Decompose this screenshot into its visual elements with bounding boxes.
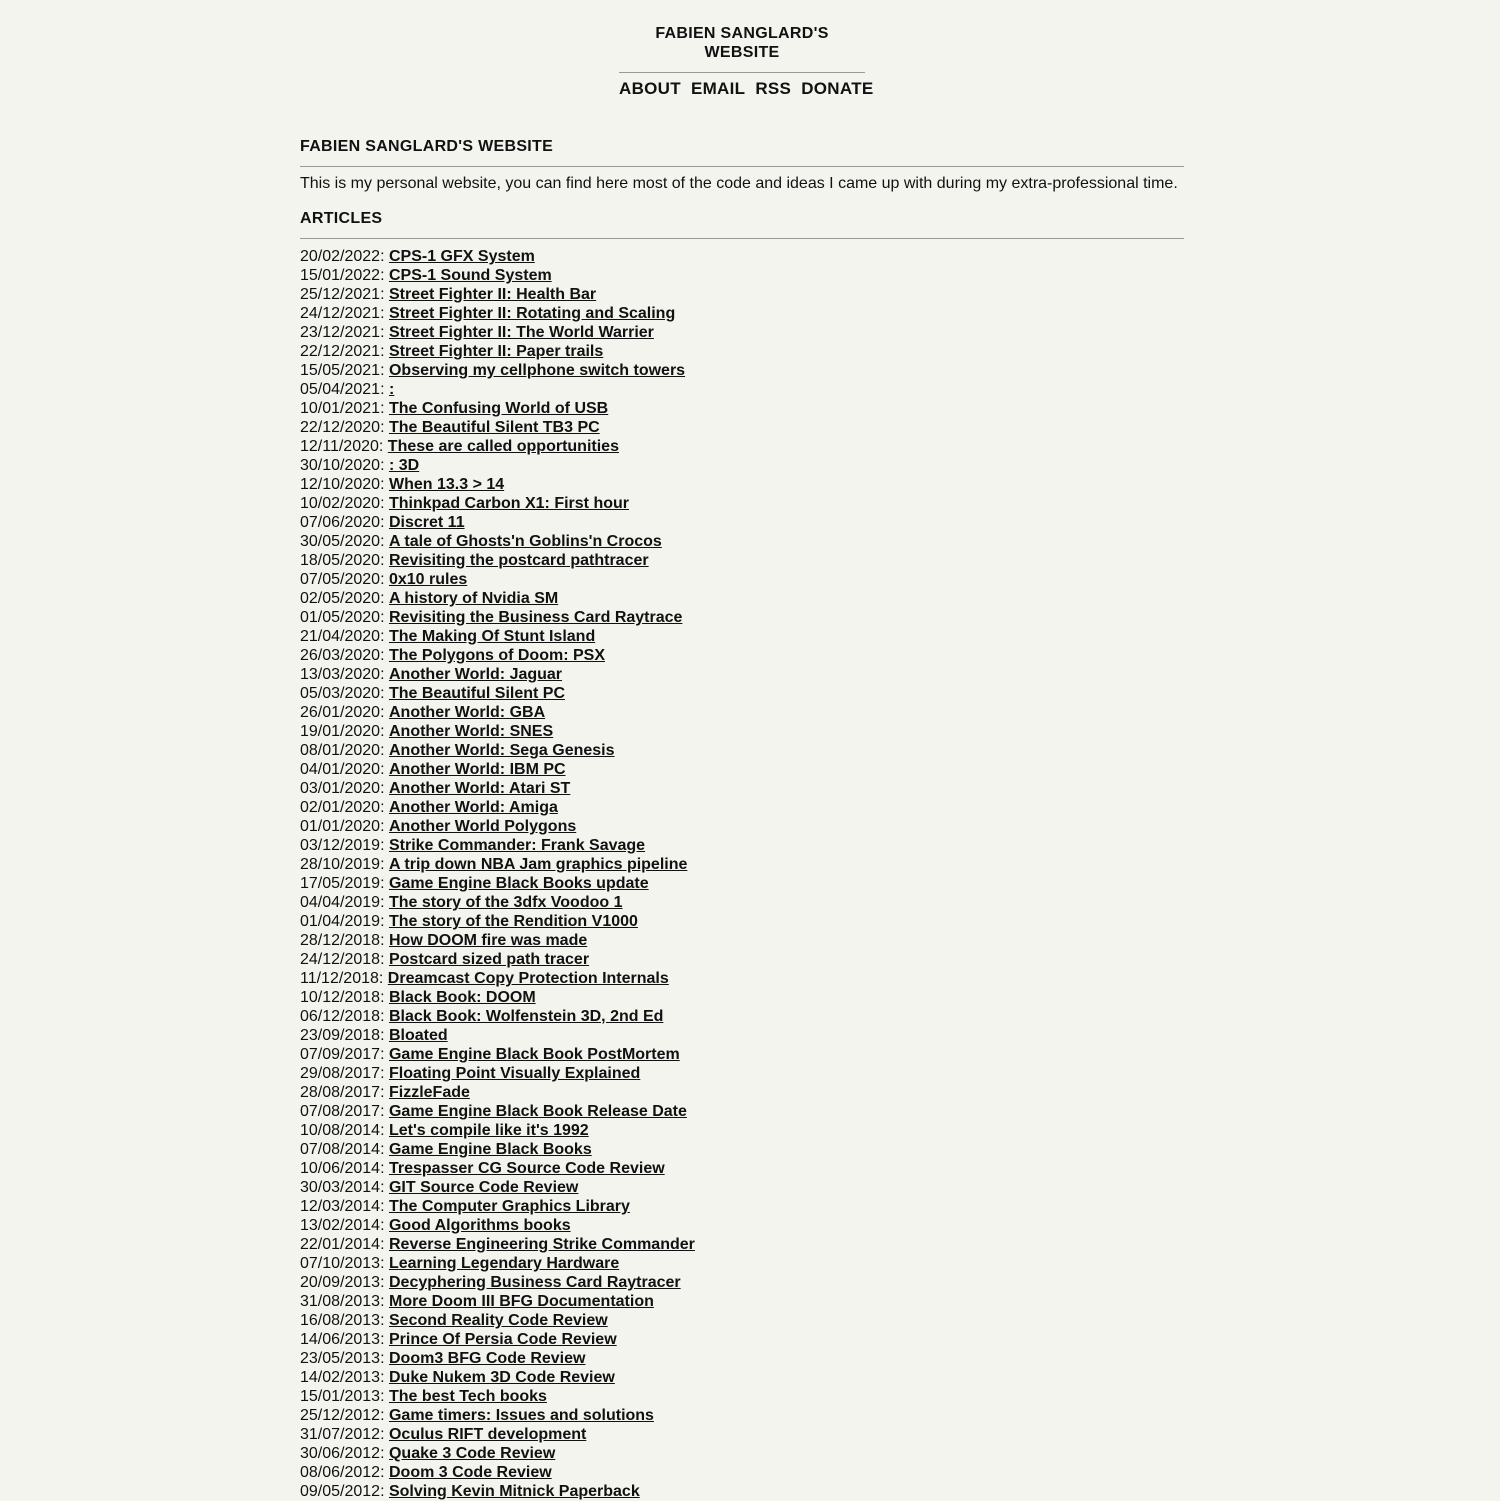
- article-link[interactable]: The Beautiful Silent TB3 PC: [388, 419, 600, 436]
- article-link[interactable]: Another World: Amiga: [388, 799, 558, 816]
- site-title: FABIEN SANGLARD'S WEBSITE: [655, 25, 829, 61]
- article-link[interactable]: Bloated: [388, 1027, 448, 1044]
- article-link[interactable]: When 13.3 > 14: [388, 476, 505, 493]
- article-link[interactable]: Decyphering Business Card Raytracer: [388, 1274, 681, 1291]
- article-date: 09/05/2012:: [300, 1483, 385, 1500]
- article-date: 02/01/2020:: [300, 799, 385, 816]
- article-link[interactable]: Observing my cellphone switch towers: [388, 362, 686, 379]
- article-date: 07/08/2017:: [300, 1103, 385, 1120]
- article-date: 13/02/2014:: [300, 1217, 385, 1234]
- article-item: [300, 1292, 1184, 1311]
- article-item: [300, 893, 1184, 912]
- article-link[interactable]: Postcard sized path tracer: [388, 951, 590, 968]
- nav-donate-link[interactable]: DONATE: [801, 79, 874, 98]
- article-item: [300, 855, 1184, 874]
- article-item: [300, 817, 1184, 836]
- article-item: [300, 874, 1184, 893]
- article-date: 14/02/2013:: [300, 1369, 385, 1386]
- article-date: 22/01/2014:: [300, 1236, 385, 1253]
- article-date: 10/08/2014:: [300, 1122, 385, 1139]
- article-date: 07/09/2017:: [300, 1046, 385, 1063]
- article-date: 04/01/2020:: [300, 761, 385, 778]
- top-nav: [619, 79, 874, 99]
- article-item: [300, 779, 1184, 798]
- article-date: 10/06/2014:: [300, 1160, 385, 1177]
- article-link[interactable]: Game Engine Black Books: [388, 1141, 592, 1158]
- article-date: 12/03/2014:: [300, 1198, 385, 1215]
- article-link[interactable]: Strike Commander: Frank Savage: [388, 837, 646, 854]
- article-link[interactable]: These are called opportunities: [387, 438, 619, 455]
- article-link[interactable]: The Making Of Stunt Island: [388, 628, 596, 645]
- article-item: [300, 627, 1184, 646]
- article-link[interactable]: The story of the Rendition V1000: [388, 913, 638, 930]
- article-date: 24/12/2021:: [300, 305, 385, 322]
- article-date: 30/10/2020:: [300, 457, 385, 474]
- article-date: 07/05/2020:: [300, 571, 385, 588]
- article-link[interactable]: Black Book: Wolfenstein 3D, 2nd Ed: [388, 1008, 664, 1025]
- article-date: 28/08/2017:: [300, 1084, 385, 1101]
- article-item: [300, 285, 1184, 304]
- article-date: 26/01/2020:: [300, 704, 385, 721]
- article-link[interactable]: A trip down NBA Jam graphics pipeline: [388, 856, 688, 873]
- article-date: 07/10/2013:: [300, 1255, 385, 1272]
- article-item: [300, 1311, 1184, 1330]
- article-date: 25/12/2012:: [300, 1407, 385, 1424]
- article-item: [300, 988, 1184, 1007]
- article-link[interactable]: Street Fighter II: Paper trails: [388, 343, 604, 360]
- article-item: [300, 608, 1184, 627]
- article-item: [300, 1444, 1184, 1463]
- article-date: 13/03/2020:: [300, 666, 385, 683]
- article-date: 08/01/2020:: [300, 742, 385, 759]
- article-item: [300, 1083, 1184, 1102]
- article-date: 01/05/2020:: [300, 609, 385, 626]
- article-link[interactable]: Prince Of Persia Code Review: [388, 1331, 617, 1348]
- article-item: [300, 399, 1184, 418]
- article-link[interactable]: Another World: SNES: [388, 723, 554, 740]
- article-date: 20/02/2022:: [300, 248, 385, 265]
- article-item: [300, 513, 1184, 532]
- article-link[interactable]: Street Fighter II: The World Warrier: [388, 324, 654, 341]
- article-item: [300, 912, 1184, 931]
- article-date: 07/06/2020:: [300, 514, 385, 531]
- article-link[interactable]: A history of Nvidia SM: [388, 590, 559, 607]
- article-item: [300, 1235, 1184, 1254]
- article-date: 19/01/2020:: [300, 723, 385, 740]
- article-link[interactable]: The story of the 3dfx Voodoo 1: [388, 894, 623, 911]
- article-item: [300, 950, 1184, 969]
- article-date: 30/03/2014:: [300, 1179, 385, 1196]
- article-item: [300, 1482, 1184, 1501]
- article-item: [300, 456, 1184, 475]
- nav-about-link[interactable]: ABOUT: [619, 79, 681, 98]
- article-date: 17/05/2019:: [300, 875, 385, 892]
- article-link[interactable]: The best Tech books: [388, 1388, 547, 1405]
- article-item: [300, 1159, 1184, 1178]
- article-link[interactable]: The Polygons of Doom: PSX: [388, 647, 605, 664]
- article-item: [300, 589, 1184, 608]
- article-date: 22/12/2021:: [300, 343, 385, 360]
- article-date: 30/05/2020:: [300, 533, 385, 550]
- article-link[interactable]: Another World: Atari ST: [388, 780, 571, 797]
- article-link[interactable]: The Confusing World of USB: [388, 400, 609, 417]
- article-date: 23/05/2013:: [300, 1350, 385, 1367]
- article-link[interactable]: Oculus RIFT development: [388, 1426, 587, 1443]
- article-link[interactable]: Thinkpad Carbon X1: First hour: [388, 495, 629, 512]
- article-date: 01/01/2020:: [300, 818, 385, 835]
- article-date: 15/01/2013:: [300, 1388, 385, 1405]
- article-link[interactable]: Street Fighter II: Rotating and Scaling: [388, 305, 676, 322]
- article-link[interactable]: The Computer Graphics Library: [388, 1198, 630, 1215]
- article-date: 29/08/2017:: [300, 1065, 385, 1082]
- article-item: [300, 1425, 1184, 1444]
- article-link[interactable]: : 3D: [388, 457, 420, 474]
- article-item: [300, 798, 1184, 817]
- article-link[interactable]: Doom 3 Code Review: [388, 1464, 552, 1481]
- nav-rss-link[interactable]: RSS: [755, 79, 792, 98]
- article-item: [300, 437, 1184, 456]
- article-item: [300, 1387, 1184, 1406]
- site-header: [619, 24, 874, 99]
- article-link[interactable]: CPS-1 Sound System: [388, 267, 552, 284]
- page-title: FABIEN SANGLARD'S WEBSITE: [300, 138, 554, 155]
- article-item: [300, 1026, 1184, 1045]
- article-item: [300, 703, 1184, 722]
- article-link[interactable]: Another World Polygons: [388, 818, 577, 835]
- article-link[interactable]: Black Book: DOOM: [388, 989, 536, 1006]
- articles-divider: [300, 238, 1184, 239]
- article-item: [300, 1064, 1184, 1083]
- article-date: 04/04/2019:: [300, 894, 385, 911]
- article-link[interactable]: Discret 11: [388, 514, 465, 531]
- article-date: 05/03/2020:: [300, 685, 385, 702]
- article-link[interactable]: How DOOM fire was made: [388, 932, 588, 949]
- article-date: 31/08/2013:: [300, 1293, 385, 1310]
- article-date: 07/08/2014:: [300, 1141, 385, 1158]
- article-item: [300, 741, 1184, 760]
- article-link[interactable]: Game Engine Black Book PostMortem: [388, 1046, 680, 1063]
- article-link[interactable]: Another World: IBM PC: [388, 761, 566, 778]
- article-date: 10/12/2018:: [300, 989, 385, 1006]
- article-item: [300, 1197, 1184, 1216]
- article-link[interactable]: FizzleFade: [388, 1084, 470, 1101]
- article-item: [300, 494, 1184, 513]
- article-date: 14/06/2013:: [300, 1331, 385, 1348]
- article-item: [300, 646, 1184, 665]
- article-link[interactable]: Another World: GBA: [388, 704, 546, 721]
- article-item: [300, 1406, 1184, 1425]
- article-link[interactable]: Another World: Jaguar: [388, 666, 563, 683]
- article-link[interactable]: Reverse Engineering Strike Commander: [388, 1236, 695, 1253]
- article-date: 15/05/2021:: [300, 362, 385, 379]
- article-date: 03/12/2019:: [300, 837, 385, 854]
- article-date: 12/11/2020:: [300, 438, 384, 455]
- article-date: 26/03/2020:: [300, 647, 385, 664]
- article-date: 08/06/2012:: [300, 1464, 385, 1481]
- article-date: 15/01/2022:: [300, 267, 385, 284]
- article-item: [300, 836, 1184, 855]
- article-item: [300, 1330, 1184, 1349]
- article-link[interactable]: Solving Kevin Mitnick Paperback: [388, 1483, 640, 1500]
- article-date: 28/12/2018:: [300, 932, 385, 949]
- article-item: [300, 380, 1184, 399]
- article-link[interactable]: Trespasser CG Source Code Review: [388, 1160, 665, 1177]
- article-item: [300, 1254, 1184, 1273]
- article-link[interactable]: Quake 3 Code Review: [388, 1445, 556, 1462]
- article-date: 18/05/2020:: [300, 552, 385, 569]
- article-link[interactable]: Another World: Sega Genesis: [388, 742, 615, 759]
- article-date: 02/05/2020:: [300, 590, 385, 607]
- article-item: [300, 247, 1184, 266]
- article-date: 30/06/2012:: [300, 1445, 385, 1462]
- article-date: 22/12/2020:: [300, 419, 385, 436]
- article-item: [300, 1273, 1184, 1292]
- article-link[interactable]: Let's compile like it's 1992: [388, 1122, 589, 1139]
- article-item: [300, 1463, 1184, 1482]
- article-item: [300, 760, 1184, 779]
- article-item: [300, 1121, 1184, 1140]
- article-item: [300, 418, 1184, 437]
- article-date: 16/08/2013:: [300, 1312, 385, 1329]
- article-link[interactable]: Second Reality Code Review: [388, 1312, 608, 1329]
- article-item: [300, 1045, 1184, 1064]
- article-item: [300, 665, 1184, 684]
- article-item: [300, 722, 1184, 741]
- article-link[interactable]: Duke Nukem 3D Code Review: [388, 1369, 615, 1386]
- articles-list: [300, 247, 1184, 1501]
- article-item: [300, 931, 1184, 950]
- article-item: [300, 969, 1184, 988]
- article-date: 25/12/2021:: [300, 286, 385, 303]
- article-item: [300, 1349, 1184, 1368]
- article-link[interactable]: Revisiting the postcard pathtracer: [388, 552, 649, 569]
- article-item: [300, 475, 1184, 494]
- article-item: [300, 266, 1184, 285]
- article-date: 03/01/2020:: [300, 780, 385, 797]
- article-date: 21/04/2020:: [300, 628, 385, 645]
- article-link[interactable]: A tale of Ghosts'n Goblins'n Crocos: [388, 533, 662, 550]
- article-date: 24/12/2018:: [300, 951, 385, 968]
- article-item: [300, 304, 1184, 323]
- article-date: 10/01/2021:: [300, 400, 385, 417]
- article-item: [300, 361, 1184, 380]
- article-link[interactable]: The Beautiful Silent PC: [388, 685, 565, 702]
- article-item: [300, 1368, 1184, 1387]
- article-item: [300, 551, 1184, 570]
- article-date: 28/10/2019:: [300, 856, 385, 873]
- article-link[interactable]: GIT Source Code Review: [388, 1179, 579, 1196]
- article-date: 23/12/2021:: [300, 324, 385, 341]
- article-link[interactable]: Doom3 BFG Code Review: [388, 1350, 586, 1367]
- article-date: 06/12/2018:: [300, 1008, 385, 1025]
- article-date: 12/10/2020:: [300, 476, 385, 493]
- article-link[interactable]: Dreamcast Copy Protection Internals: [387, 970, 669, 987]
- main-content: [300, 137, 1184, 1501]
- article-item: [300, 570, 1184, 589]
- article-link[interactable]: Game Engine Black Books update: [388, 875, 649, 892]
- article-date: 10/02/2020:: [300, 495, 385, 512]
- article-item: [300, 342, 1184, 361]
- article-item: [300, 1216, 1184, 1235]
- article-link[interactable]: :: [388, 381, 395, 398]
- nav-email-link[interactable]: EMAIL: [690, 79, 746, 98]
- article-item: [300, 1102, 1184, 1121]
- article-date: 23/09/2018:: [300, 1027, 385, 1044]
- article-item: [300, 1007, 1184, 1026]
- article-item: [300, 532, 1184, 551]
- article-link[interactable]: Revisiting the Business Card Raytrace: [388, 609, 683, 626]
- article-date: 20/09/2013:: [300, 1274, 385, 1291]
- article-date: 01/04/2019:: [300, 913, 385, 930]
- article-link[interactable]: Game timers: Issues and solutions: [388, 1407, 654, 1424]
- article-link[interactable]: Game Engine Black Book Release Date: [388, 1103, 687, 1120]
- article-link[interactable]: 0x10 rules: [388, 571, 468, 588]
- article-link[interactable]: Floating Point Visually Explained: [388, 1065, 641, 1082]
- header-divider: [619, 72, 865, 73]
- article-date: 31/07/2012:: [300, 1426, 385, 1443]
- article-link[interactable]: Street Fighter II: Health Bar: [388, 286, 597, 303]
- article-date: 05/04/2021:: [300, 381, 385, 398]
- article-item: [300, 1140, 1184, 1159]
- article-date: 11/12/2018:: [300, 970, 384, 987]
- article-link[interactable]: More Doom III BFG Documentation: [388, 1293, 654, 1310]
- article-item: [300, 684, 1184, 703]
- article-link[interactable]: Good Algorithms books: [388, 1217, 571, 1234]
- title-divider: [300, 166, 1184, 167]
- article-link[interactable]: CPS-1 GFX System: [388, 248, 535, 265]
- articles-heading: ARTICLES: [300, 210, 383, 227]
- article-link[interactable]: Learning Legendary Hardware: [388, 1255, 620, 1272]
- article-item: [300, 323, 1184, 342]
- intro-text: This is my personal website, you can find here most of the code and ideas I came up with during my extra-professional time.: [300, 175, 1178, 192]
- article-item: [300, 1178, 1184, 1197]
